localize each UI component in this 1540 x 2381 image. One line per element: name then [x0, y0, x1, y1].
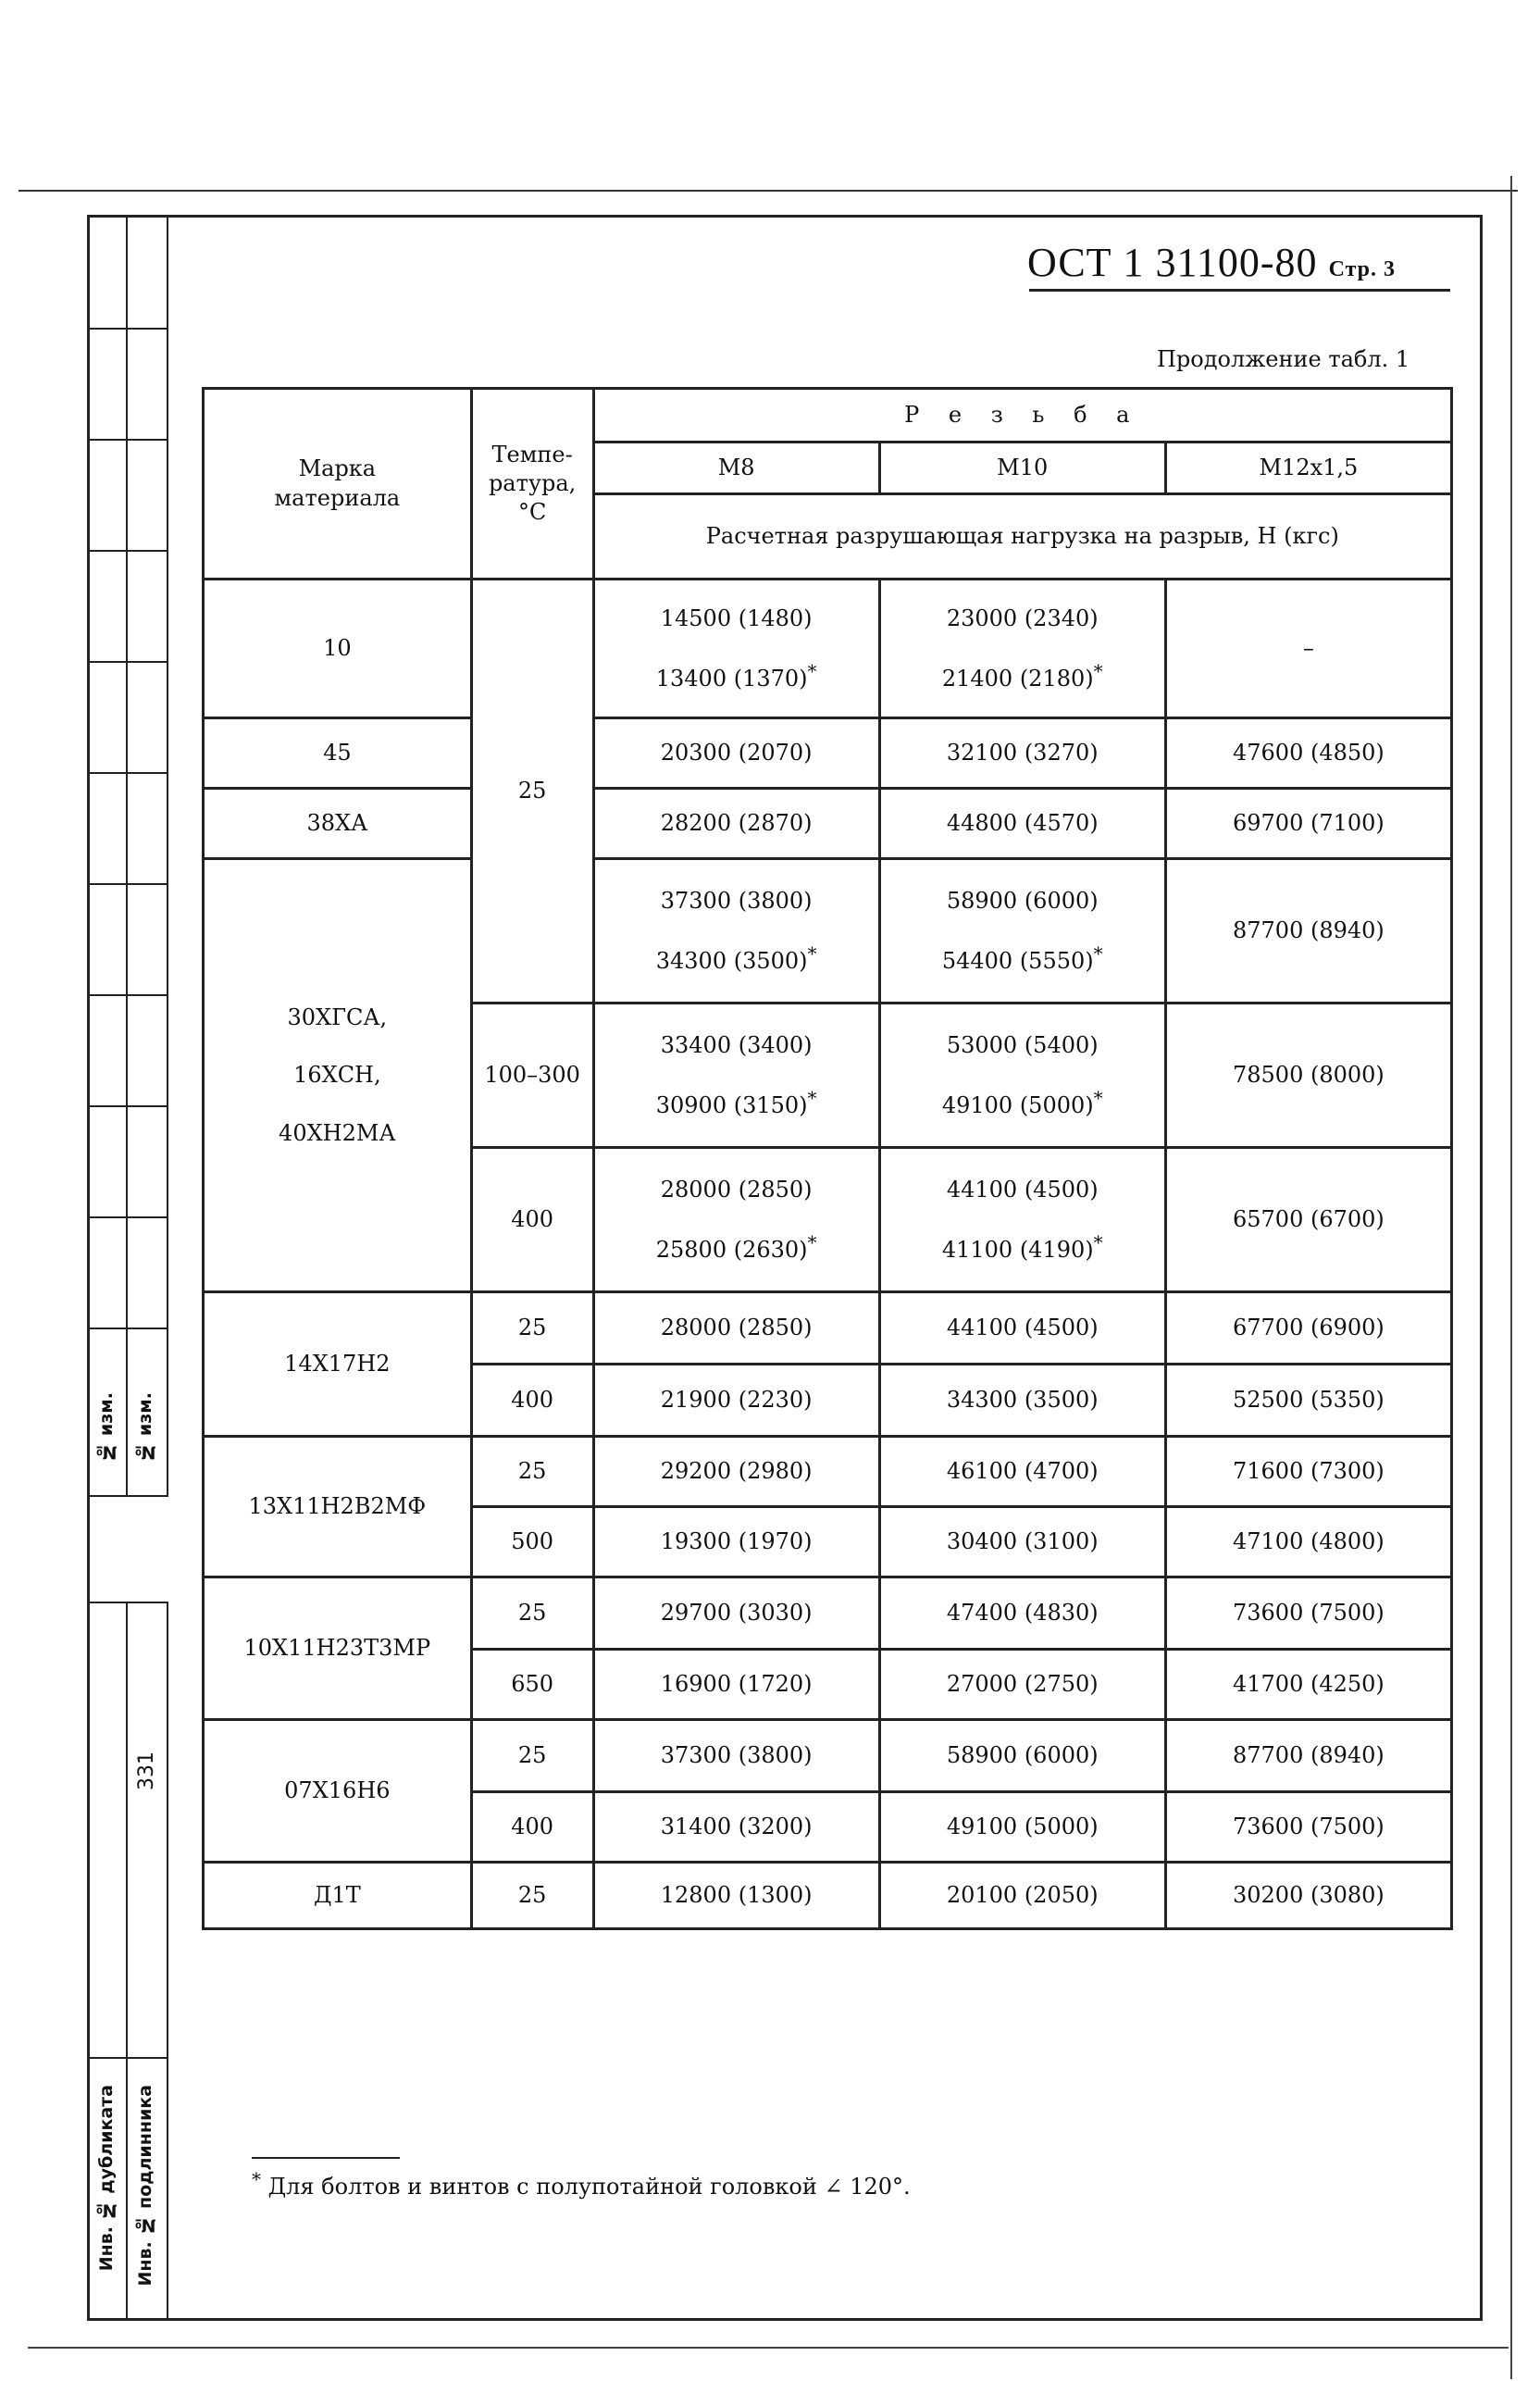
- material-cell: 38ХА: [204, 789, 472, 859]
- right-border-line: [1510, 176, 1512, 2379]
- header-m10: М10: [879, 443, 1165, 494]
- value-cell: 20300 (2070): [593, 718, 879, 789]
- value-cell: –: [1165, 580, 1451, 718]
- header-temperature-unit: °C: [517, 499, 547, 526]
- value-cell: 53000 (5400) 49100 (5000)*: [879, 1004, 1165, 1148]
- value-cell: 46100 (4700): [879, 1437, 1165, 1507]
- value-cell: 52500 (5350): [1165, 1365, 1451, 1437]
- top-border-line: [19, 190, 1518, 192]
- header-temperature: [471, 389, 593, 580]
- change-stamp: [87, 215, 168, 1497]
- value-cell: 32100 (3270): [879, 718, 1165, 789]
- standard-code: [1027, 239, 1396, 286]
- value-cell: 37300 (3800) 34300 (3500)*: [593, 859, 879, 1004]
- value-cell: 29200 (2980): [593, 1437, 879, 1507]
- inv-duplicate-label: Инв. № дубликата: [96, 2085, 117, 2272]
- temperature-cell: 400: [471, 1148, 593, 1292]
- temperature-cell: 650: [471, 1650, 593, 1720]
- value-cell: 28000 (2850): [593, 1292, 879, 1365]
- value-cell: 28000 (2850) 25800 (2630)*: [593, 1148, 879, 1292]
- header-temperature-line1: Темпе-: [491, 441, 573, 467]
- value-cell: 30200 (3080): [1165, 1863, 1451, 1929]
- value-cell: 58900 (6000): [879, 1720, 1165, 1792]
- temperature-cell: 25: [471, 1577, 593, 1650]
- temperature-cell: 500: [471, 1507, 593, 1577]
- standard-code-text: ОСТ 1 31100-80: [1027, 240, 1318, 285]
- footnote-separator: [252, 2157, 400, 2159]
- temperature-cell: 100–300: [471, 1004, 593, 1148]
- value-cell: 41700 (4250): [1165, 1650, 1451, 1720]
- header-material: Марка материала: [204, 389, 472, 580]
- bottom-border-line: [28, 2347, 1509, 2349]
- value-cell: 47400 (4830): [879, 1577, 1165, 1650]
- value-cell: 73600 (7500): [1165, 1577, 1451, 1650]
- value-cell: 49100 (5000): [879, 1792, 1165, 1863]
- code-underline: [1029, 289, 1450, 292]
- value-cell: 73600 (7500): [1165, 1792, 1451, 1863]
- temperature-cell: 25: [471, 580, 593, 1004]
- temperature-cell: 400: [471, 1365, 593, 1437]
- material-cell: 45: [204, 718, 472, 789]
- value-cell: 29700 (3030): [593, 1577, 879, 1650]
- header-m8: М8: [593, 443, 879, 494]
- material-cell: 14Х17Н2: [204, 1292, 472, 1437]
- value-cell: 58900 (6000) 54400 (5550)*: [879, 859, 1165, 1004]
- change-no-label-1: № изм.: [96, 1392, 117, 1463]
- value-cell: 47100 (4800): [1165, 1507, 1451, 1577]
- value-cell: 21900 (2230): [593, 1365, 879, 1437]
- table-continuation-label: Продолжение табл. 1: [1157, 346, 1410, 372]
- temperature-cell: 25: [471, 1292, 593, 1365]
- value-cell: 44800 (4570): [879, 789, 1165, 859]
- value-cell: 44100 (4500) 41100 (4190)*: [879, 1148, 1165, 1292]
- value-cell: 28200 (2870): [593, 789, 879, 859]
- value-cell: 23000 (2340) 21400 (2180)*: [879, 580, 1165, 718]
- value-cell: 27000 (2750): [879, 1650, 1165, 1720]
- inv-number-value: 331: [135, 1751, 158, 1790]
- footnote-text: Для болтов и винтов с полупотайной головкой ∠ 120°.: [267, 2174, 911, 2200]
- value-cell: 37300 (3800): [593, 1720, 879, 1792]
- value-cell: 16900 (1720): [593, 1650, 879, 1720]
- material-cell: 10: [204, 580, 472, 718]
- value-cell: 67700 (6900): [1165, 1292, 1451, 1365]
- value-cell: 71600 (7300): [1165, 1437, 1451, 1507]
- value-cell: 12800 (1300): [593, 1863, 879, 1929]
- value-cell: 87700 (8940): [1165, 1720, 1451, 1792]
- value-cell: 33400 (3400) 30900 (3150)*: [593, 1004, 879, 1148]
- footnote-mark: *: [252, 2168, 261, 2190]
- value-cell: 30400 (3100): [879, 1507, 1165, 1577]
- header-temperature-line2: ратура,: [488, 469, 577, 496]
- value-cell: 65700 (6700): [1165, 1148, 1451, 1292]
- temperature-cell: 25: [471, 1720, 593, 1792]
- footnote: [252, 2168, 911, 2200]
- value-cell: 44100 (4500): [879, 1292, 1165, 1365]
- value-cell: 69700 (7100): [1165, 789, 1451, 859]
- value-cell: 20100 (2050): [879, 1863, 1165, 1929]
- header-m12: М12х1,5: [1165, 443, 1451, 494]
- material-cell: 13Х11Н2В2МФ: [204, 1437, 472, 1577]
- value-cell: 31400 (3200): [593, 1792, 879, 1863]
- change-no-label-2: № изм.: [135, 1392, 155, 1463]
- inventory-stamp: [87, 1602, 168, 2321]
- load-table: [202, 387, 1453, 1930]
- value-cell: 19300 (1970): [593, 1507, 879, 1577]
- page-label: Стр. 3: [1328, 257, 1397, 281]
- header-thread: Р е з ь б а: [593, 389, 1451, 443]
- temperature-cell: 400: [471, 1792, 593, 1863]
- material-cell: 10Х11Н23Т3МР: [204, 1577, 472, 1720]
- value-cell: 87700 (8940): [1165, 859, 1451, 1004]
- value-cell: 78500 (8000): [1165, 1004, 1451, 1148]
- material-cell: Д1Т: [204, 1863, 472, 1929]
- temperature-cell: 25: [471, 1863, 593, 1929]
- inv-original-label: Инв. № подлинника: [135, 2085, 155, 2287]
- value-cell: 47600 (4850): [1165, 718, 1451, 789]
- header-load: Расчетная разрушающая нагрузка на разрыв, Н (кгс): [593, 494, 1451, 580]
- material-cell: 07Х16Н6: [204, 1720, 472, 1863]
- material-cell: 30ХГСА, 16ХСН, 40ХН2МА: [204, 859, 472, 1292]
- value-cell: 14500 (1480) 13400 (1370)*: [593, 580, 879, 718]
- value-cell: 34300 (3500): [879, 1365, 1165, 1437]
- temperature-cell: 25: [471, 1437, 593, 1507]
